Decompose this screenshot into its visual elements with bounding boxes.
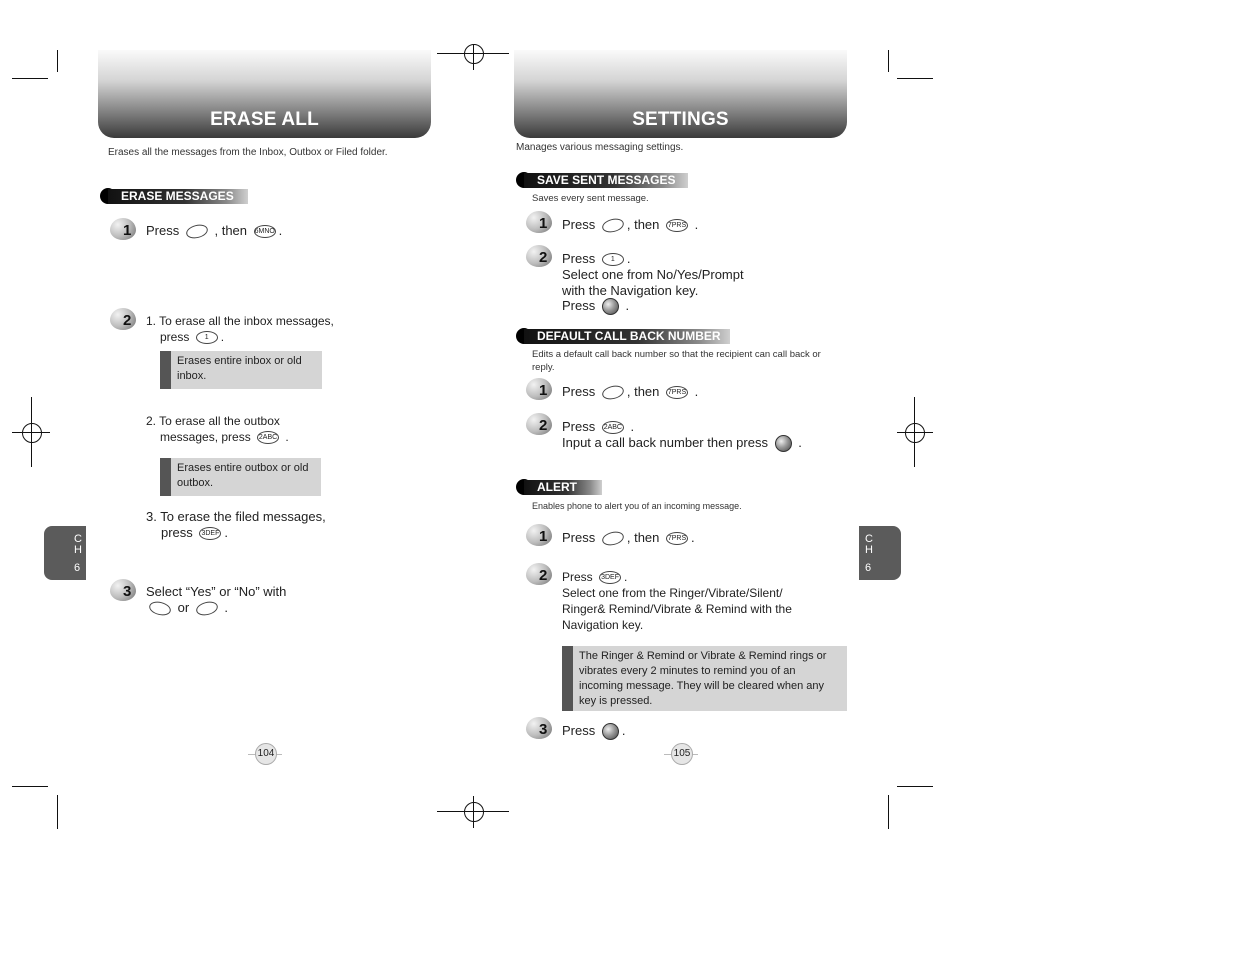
menu-key-icon (185, 223, 209, 241)
page-title: SETTINGS (632, 109, 729, 130)
note-alert-remind: The Ringer & Remind or Vibrate & Remind rings or vibrates every 2 minutes to remind you of an incoming message. They will be cleared when any key is pressed. (562, 646, 847, 711)
step-badge-1: 1 (526, 524, 556, 550)
step-badge-1: 1 (526, 378, 556, 404)
step-2-item-3-press: press 3DEF . (161, 525, 229, 540)
step-badge-2: 2 (526, 245, 556, 271)
key-2-icon: 2ABC (602, 421, 624, 434)
save-sent-step-2-line-3: with the Navigation key. (562, 283, 699, 298)
page-title: ERASE ALL (210, 109, 319, 130)
menu-key-icon (601, 384, 625, 402)
page-intro: Manages various messaging settings. (516, 142, 684, 153)
key-7-icon: 7PRS (666, 219, 688, 232)
alert-step-1: Press , then 7PRS . (562, 530, 695, 546)
settings-banner (514, 50, 847, 138)
step-badge-1: 1 (110, 218, 140, 244)
menu-key-icon (601, 217, 625, 235)
section-desc-default-cb: Edits a default call back number so that the recipient can call back or reply. (532, 349, 821, 373)
ok-key-icon (602, 723, 619, 740)
step-2-item-2: 2. To erase all the outbox (146, 414, 280, 428)
note-outbox: Erases entire outbox or old outbox. (160, 458, 321, 496)
step-2-item-1-press: press 1 . (160, 330, 225, 344)
step-1-text: Press , then 6MNO . (146, 223, 282, 239)
alert-step-2: Press 3DEF . (562, 570, 628, 584)
ok-key-icon (775, 435, 792, 452)
save-sent-step-1: Press , then 7PRS . (562, 217, 698, 233)
note-inbox: Erases entire inbox or old inbox. (160, 351, 322, 389)
key-2-icon: 2ABC (257, 431, 279, 444)
ok-key-icon (602, 298, 619, 315)
key-7-icon: 7PRS (666, 386, 688, 399)
alert-step-2-line-4: Navigation key. (562, 618, 644, 632)
step-badge-2: 2 (526, 563, 556, 589)
save-sent-step-2: Press 1 . (562, 251, 631, 266)
end-key-icon (148, 600, 172, 618)
key-3-icon: 3DEF (599, 571, 621, 584)
alert-step-2-line-2: Select one from the Ringer/Vibrate/Silent/ (562, 586, 783, 600)
step-3-keys: or . (146, 600, 228, 616)
default-cb-step-2: Press 2ABC . (562, 419, 635, 434)
key-1-icon: 1 (196, 331, 218, 344)
step-2-item-1: 1. To erase all the inbox messages, (146, 314, 334, 328)
alert-step-3: Press . (562, 723, 625, 740)
step-badge-2: 2 (526, 413, 556, 439)
menu-key-icon (601, 530, 625, 548)
step-badge-2: 2 (110, 308, 140, 334)
page-number-right: 105 (671, 743, 693, 765)
default-cb-step-2-line-2: Input a call back number then press . (562, 435, 802, 452)
alert-step-2-line-3: Ringer& Remind/Vibrate & Remind with the (562, 602, 792, 616)
key-7-icon: 7PRS (666, 532, 688, 545)
key-1-icon: 1 (602, 253, 624, 266)
chapter-tab-left: C H 6 (44, 526, 86, 580)
key-3-icon: 3DEF (199, 527, 221, 540)
page-intro: Erases all the messages from the Inbox, Outbox or Filed folder. (108, 147, 388, 158)
chapter-tab-right: C H 6 (859, 526, 901, 580)
menu-key-icon (195, 600, 219, 618)
section-desc-alert: Enables phone to alert you of an incoming message. (532, 501, 742, 511)
step-2-item-2-press: messages, press 2ABC . (160, 430, 289, 444)
step-badge-3: 3 (526, 717, 556, 743)
key-6-icon: 6MNO (254, 225, 276, 238)
step-badge-3: 3 (110, 579, 140, 605)
save-sent-step-2-line-4: Press . (562, 298, 629, 315)
page-number-left: 104 (255, 743, 277, 765)
erase-all-banner (98, 50, 431, 138)
default-cb-step-1: Press , then 7PRS . (562, 384, 698, 400)
step-badge-1: 1 (526, 211, 556, 237)
save-sent-step-2-line-2: Select one from No/Yes/Prompt (562, 267, 744, 282)
section-desc-save-sent: Saves every sent message. (532, 193, 649, 204)
step-3-text: Select “Yes” or “No” with (146, 584, 287, 599)
step-2-item-3: 3. To erase the filed messages, (146, 509, 326, 524)
